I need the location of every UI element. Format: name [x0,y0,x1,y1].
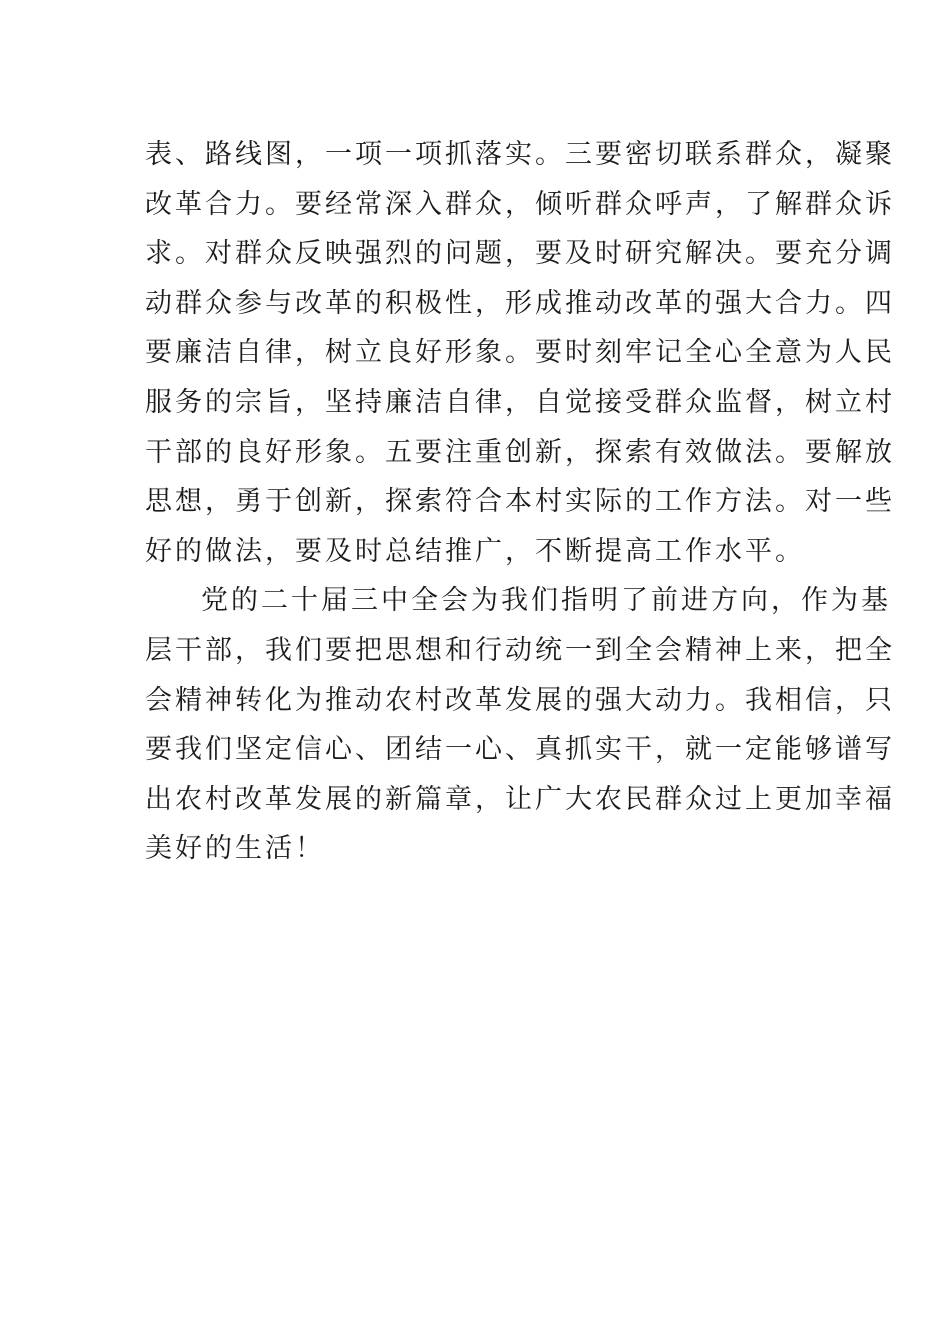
text-line: 美好的生活！ [145,833,325,865]
text-line: 求。对群众反映强烈的问题，要及时研究解决。要充分调 [145,238,895,270]
text-line: 要我们坚定信心、团结一心、真抓实干，就一定能够谱写 [145,734,895,766]
paragraph-2 [145,576,895,874]
text-line: 党的二十届三中全会为我们指明了前进方向，作为基 [201,585,891,617]
text-line: 出农村改革发展的新篇章，让广大农民群众过上更加幸福 [145,783,895,815]
text-line: 思想，勇于创新，探索符合本村实际的工作方法。对一些 [145,486,895,518]
text-line: 服务的宗旨，坚持廉洁自律，自觉接受群众监督，树立村 [145,386,895,418]
paragraph-1 [145,130,895,576]
text-line: 表、路线图，一项一项抓落实。三要密切联系群众，凝聚 [145,139,895,170]
text-line: 会精神转化为推动农村改革发展的强大动力。我相信，只 [145,684,895,716]
text-line: 干部的良好形象。五要注重创新，探索有效做法。要解放 [145,436,895,468]
body-text [145,130,895,874]
text-line: 好的做法，要及时总结推广，不断提高工作水平。 [145,535,805,567]
text-line: 层干部，我们要把思想和行动统一到全会精神上来，把全 [145,634,895,666]
text-line: 动群众参与改革的积极性，形成推动改革的强大合力。四 [145,287,895,319]
text-line: 改革合力。要经常深入群众，倾听群众呼声，了解群众诉 [145,188,895,220]
text-line: 要廉洁自律，树立良好形象。要时刻牢记全心全意为人民 [145,337,895,369]
